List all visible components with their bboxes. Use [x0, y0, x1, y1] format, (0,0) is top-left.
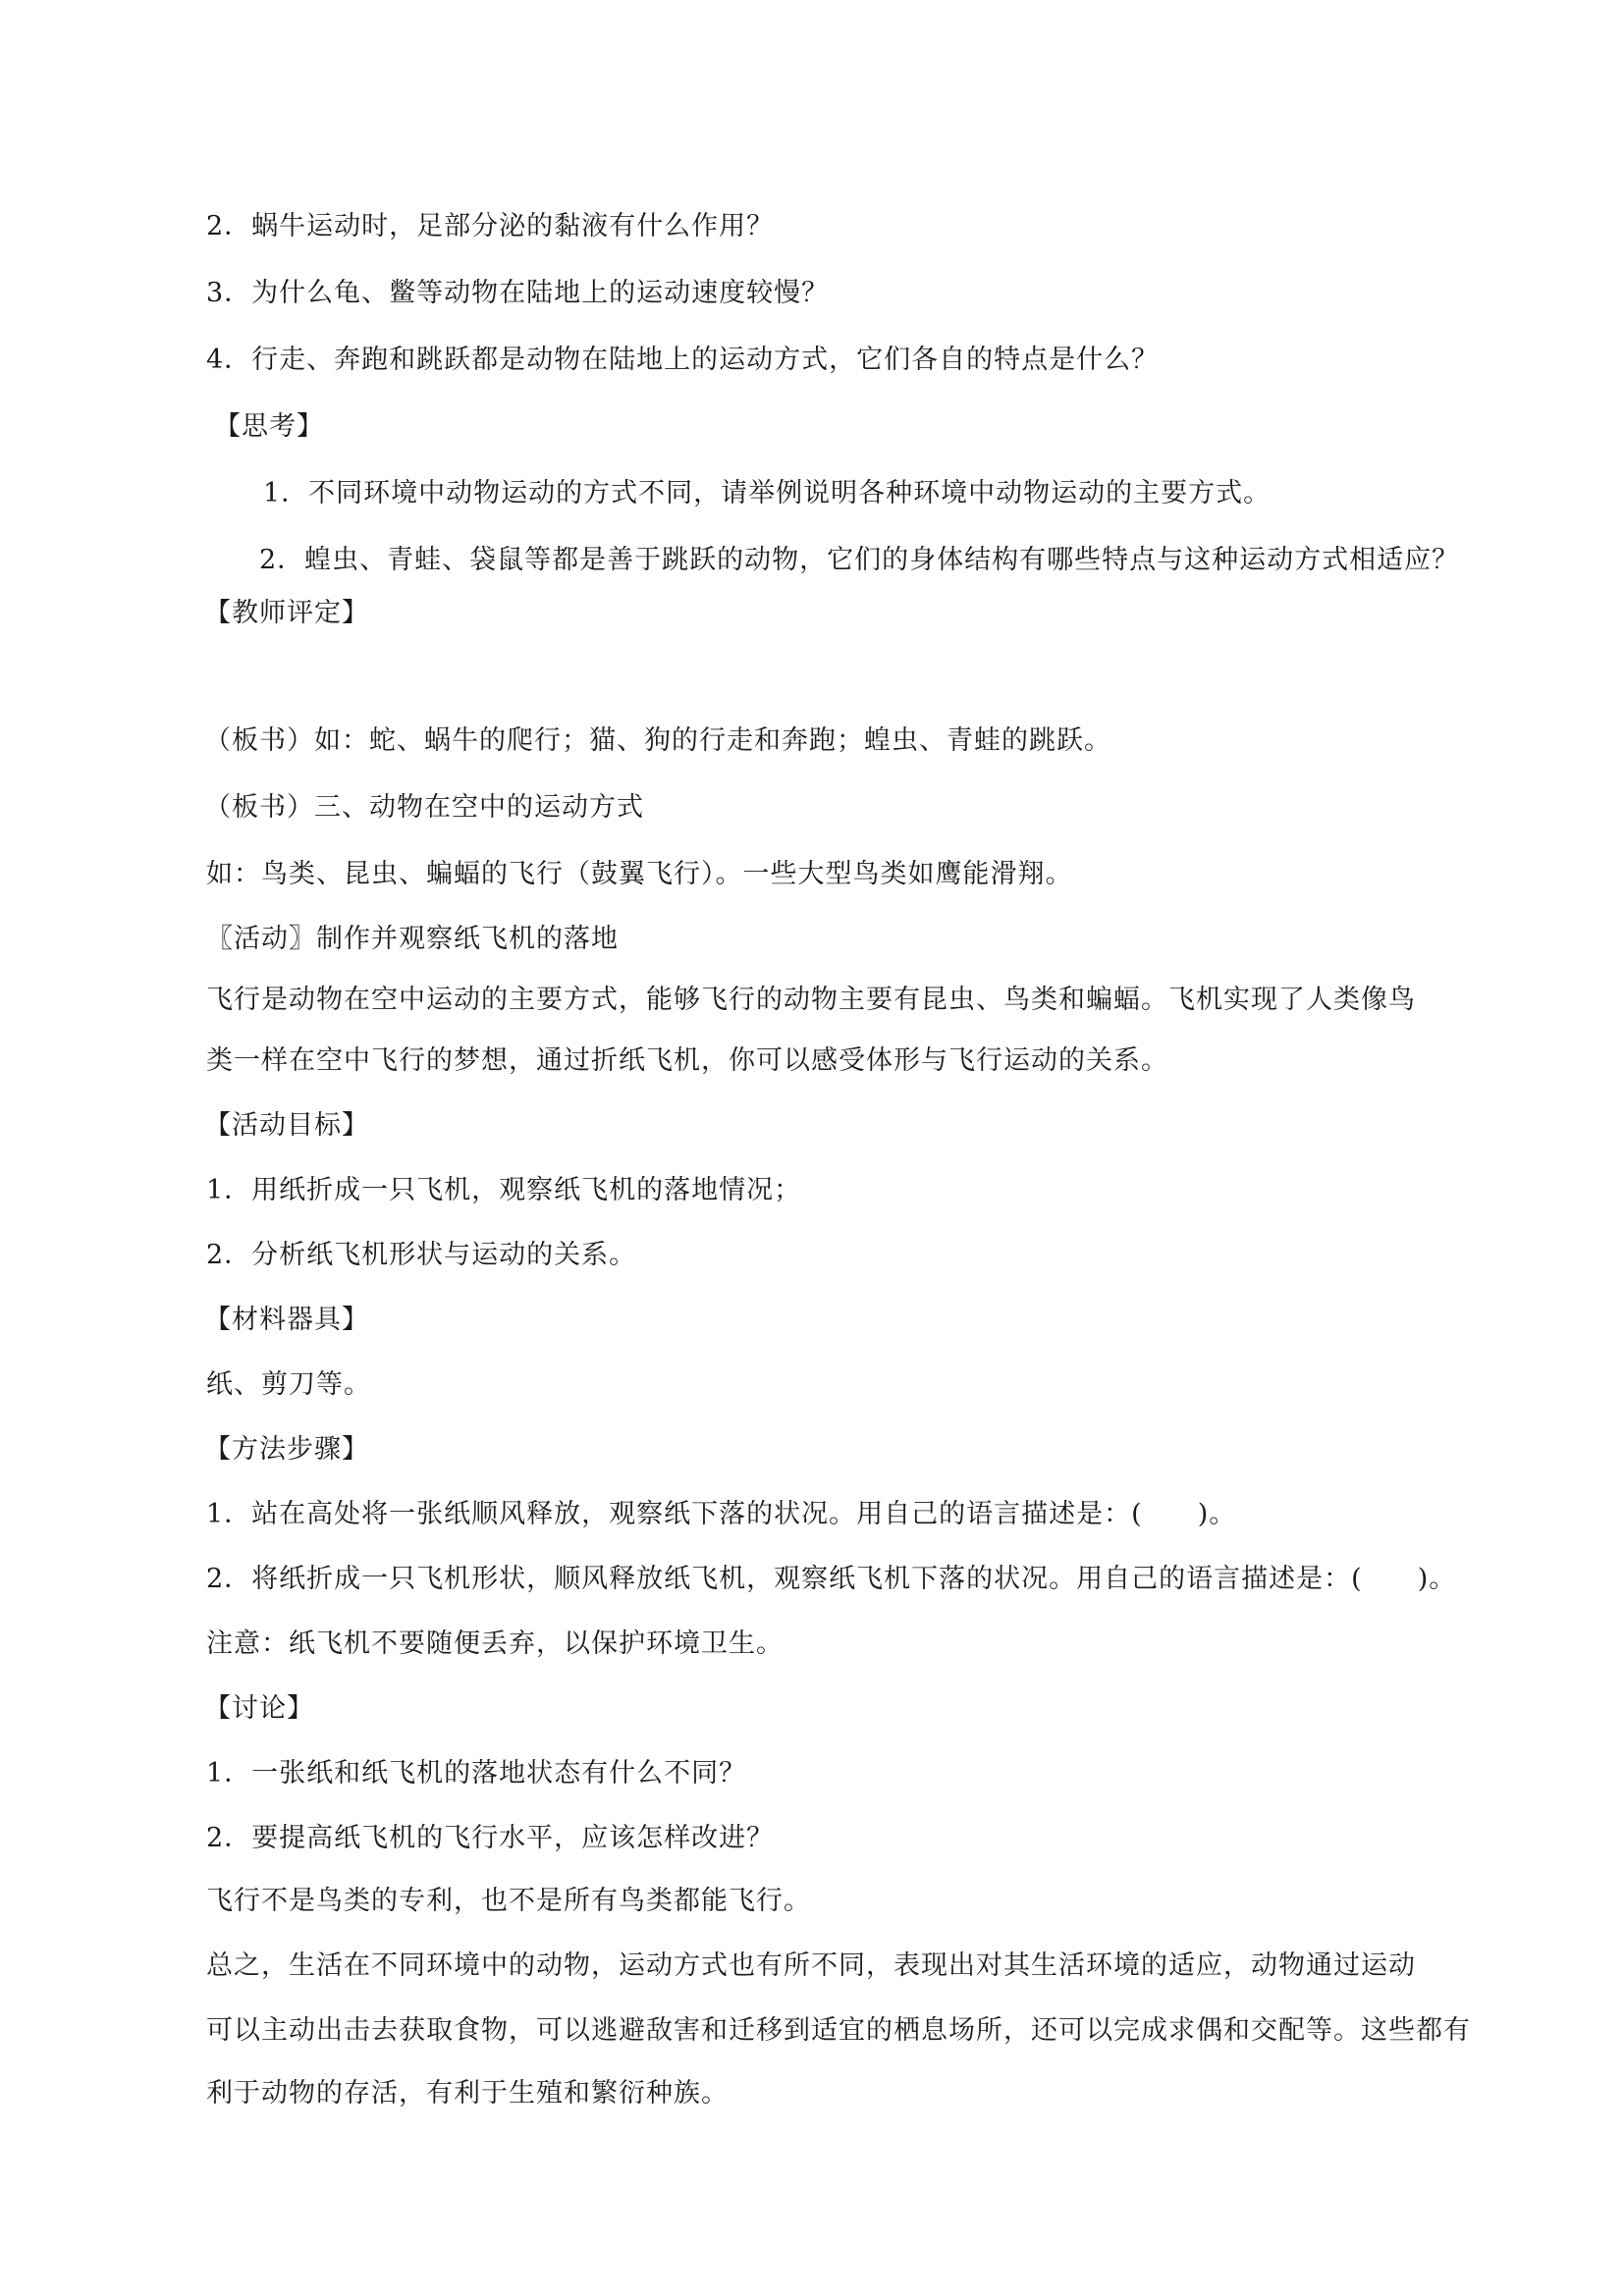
- heading-thinking: 【思考】: [214, 411, 324, 442]
- paragraph-flight-line-2: 类一样在空中飞行的梦想，通过折纸飞机，你可以感受体形与飞行运动的关系。: [206, 1045, 1168, 1076]
- question-3: 3．为什么龟、鳖等动物在陆地上的运动速度较慢？: [206, 278, 830, 308]
- heading-activity: 〖活动〗制作并观察纸飞机的落地: [206, 924, 619, 954]
- goal-item-1: 1．用纸折成一只飞机，观察纸飞机的落地情况；: [206, 1175, 802, 1205]
- note-environment: 注意：纸飞机不要随便丢弃，以保护环境卫生。: [206, 1629, 784, 1659]
- heading-discussion: 【讨论】: [204, 1693, 314, 1724]
- paragraph-flight-line-1: 飞行是动物在空中运动的主要方式，能够飞行的动物主要有昆虫、鸟类和蝙蝠。飞机实现了人类像鸟: [206, 985, 1416, 1015]
- materials-list: 纸、剪刀等。: [206, 1369, 371, 1400]
- thinking-item-2: 2．蝗虫、青蛙、袋鼠等都是善于跳跃的动物，它们的身体结构有哪些特点与这种运动方式相适应？: [259, 545, 1460, 575]
- summary-line-1: 总之，生活在不同环境中的动物，运动方式也有所不同，表现出对其生活环境的适应，动物通过运动: [206, 1950, 1416, 1981]
- discussion-item-2: 2．要提高纸飞机的飞行水平，应该怎样改进？: [206, 1823, 775, 1853]
- question-2: 2．蜗牛运动时，足部分泌的黏液有什么作用？: [206, 211, 775, 241]
- summary-line-2: 可以主动出击去获取食物，可以逃避敌害和迁移到适宜的栖息场所，还可以完成求偶和交配等。这些都有: [206, 2015, 1471, 2046]
- summary-line-3: 利于动物的存活，有利于生殖和繁衍种族。: [206, 2078, 729, 2109]
- heading-teacher-evaluation: 【教师评定】: [204, 598, 369, 628]
- heading-steps: 【方法步骤】: [204, 1434, 369, 1465]
- board-note-1: （板书）如：蛇、蜗牛的爬行；猫、狗的行走和奔跑；蝗虫、青蛙的跳跃。: [204, 725, 1111, 756]
- goal-item-2: 2．分析纸飞机形状与运动的关系。: [206, 1240, 637, 1270]
- discussion-item-1: 1．一张纸和纸飞机的落地状态有什么不同？: [206, 1758, 747, 1789]
- board-note-2: （板书）三、动物在空中的运动方式: [204, 792, 644, 823]
- heading-materials: 【材料器具】: [204, 1305, 369, 1335]
- step-2: 2．将纸折成一只飞机形状，顺风释放纸飞机，观察纸飞机下落的状况。用自己的语言描述是：( )。: [206, 1564, 1457, 1594]
- flight-examples: 如：鸟类、昆虫、蝙蝠的飞行（鼓翼飞行）。一些大型鸟类如鹰能滑翔。: [206, 859, 1073, 889]
- flight-not-exclusive: 飞行不是鸟类的专利，也不是所有鸟类都能飞行。: [206, 1886, 811, 1916]
- heading-activity-goal: 【活动目标】: [204, 1110, 369, 1141]
- thinking-item-1: 1．不同环境中动物运动的方式不同，请举例说明各种环境中动物运动的主要方式。: [263, 478, 1272, 508]
- step-1: 1．站在高处将一张纸顺风释放，观察纸下落的状况。用自己的语言描述是：( )。: [206, 1499, 1237, 1529]
- question-4: 4．行走、奔跑和跳跃都是动物在陆地上的运动方式，它们各自的特点是什么？: [206, 345, 1160, 375]
